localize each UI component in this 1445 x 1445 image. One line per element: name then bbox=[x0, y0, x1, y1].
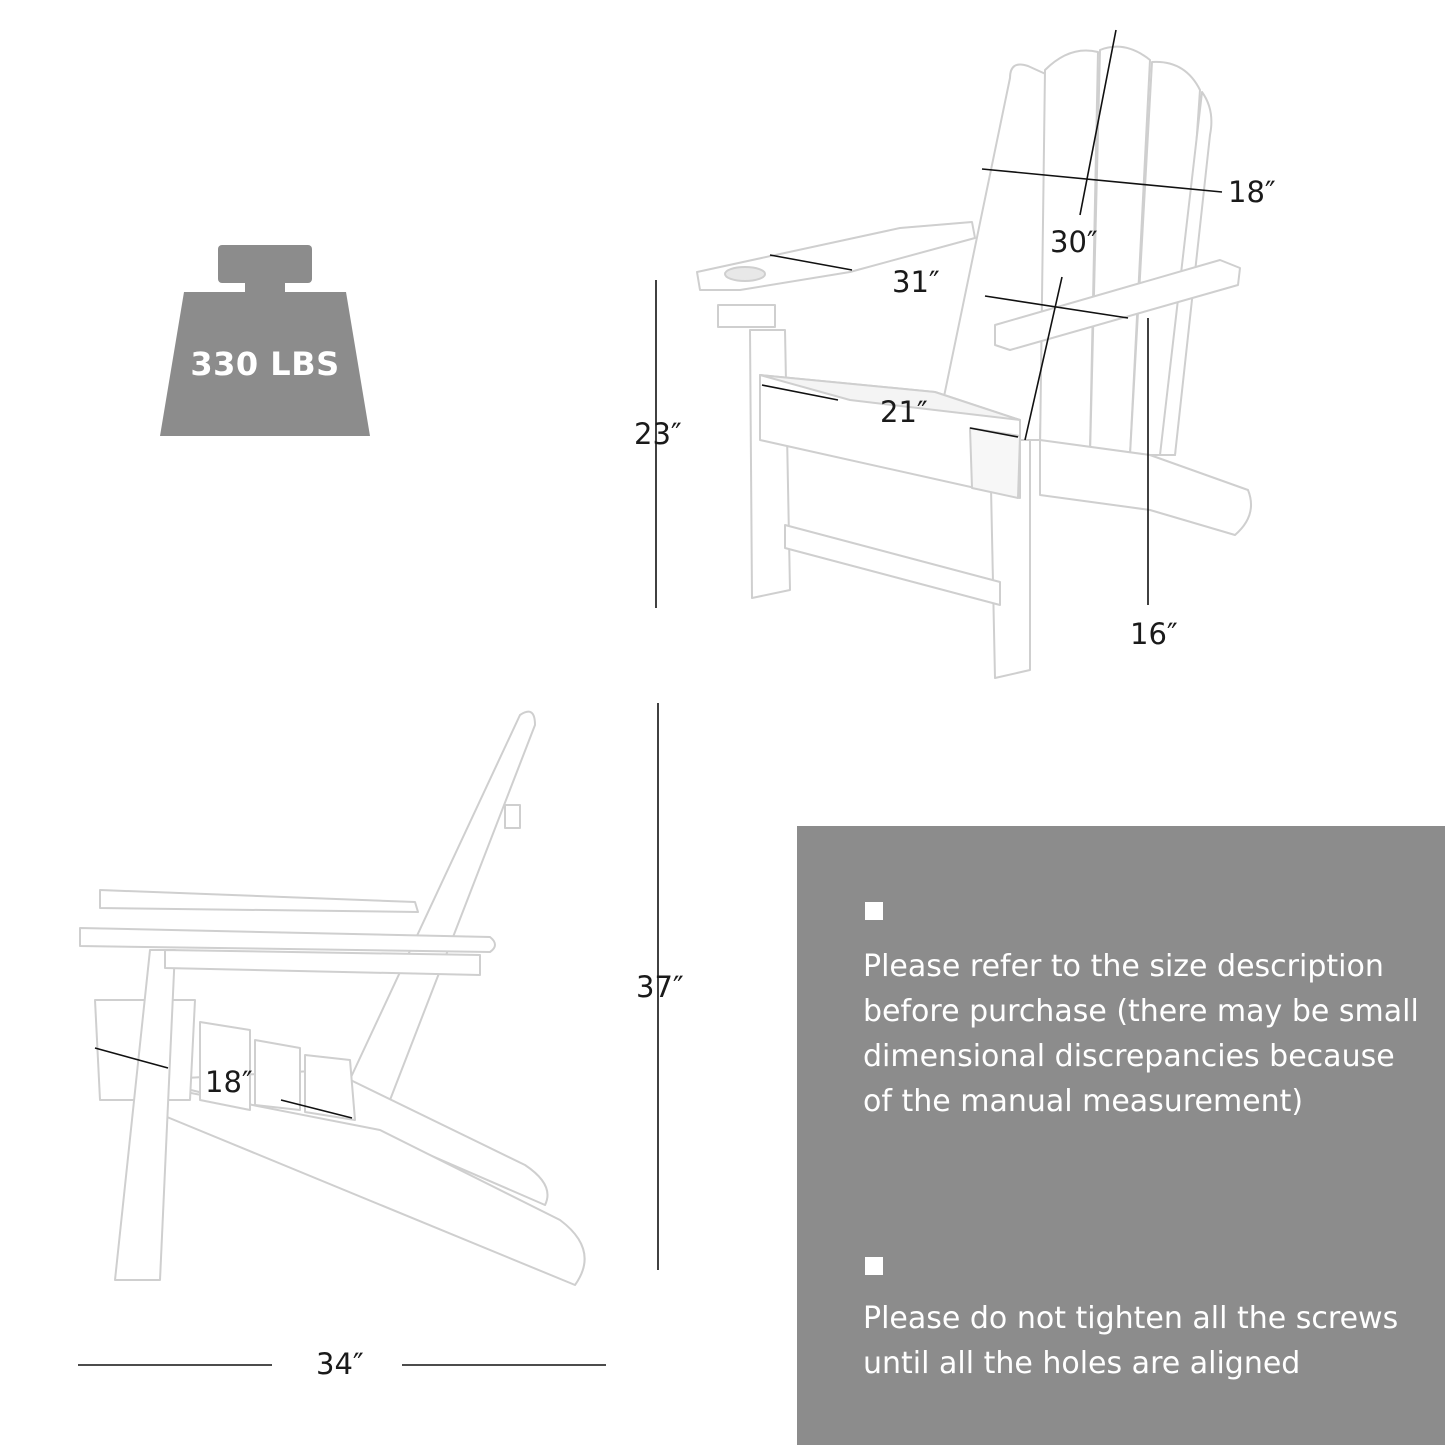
dim-back-height: 30″ bbox=[1050, 225, 1098, 259]
chair-front-view bbox=[697, 47, 1251, 678]
dim-seat-width: 21″ bbox=[880, 395, 928, 429]
chair-side-view bbox=[80, 712, 585, 1285]
note-size-description: Please refer to the size description before purchase (there may be small dimensional discrepancies because of the manual measurement) bbox=[863, 949, 1419, 1119]
dim-seat-height: 16″ bbox=[1130, 617, 1178, 651]
bullet-icon bbox=[865, 902, 883, 920]
dim-total-depth: 34″ bbox=[316, 1347, 364, 1381]
weight-icon bbox=[160, 245, 370, 436]
bullet-icon bbox=[865, 1257, 883, 1275]
dim-seat-depth: 18″ bbox=[205, 1065, 253, 1099]
weight-capacity-label: 330 LBS bbox=[190, 345, 340, 383]
dim-arm-length: 31″ bbox=[892, 265, 940, 299]
dim-front-height: 23″ bbox=[634, 417, 682, 451]
dim-back-width: 18″ bbox=[1228, 175, 1276, 209]
notes-panel bbox=[797, 826, 1445, 1445]
note-screws: Please do not tighten all the screws until all the holes are aligned bbox=[863, 1301, 1399, 1381]
dim-total-height: 37″ bbox=[636, 970, 684, 1004]
